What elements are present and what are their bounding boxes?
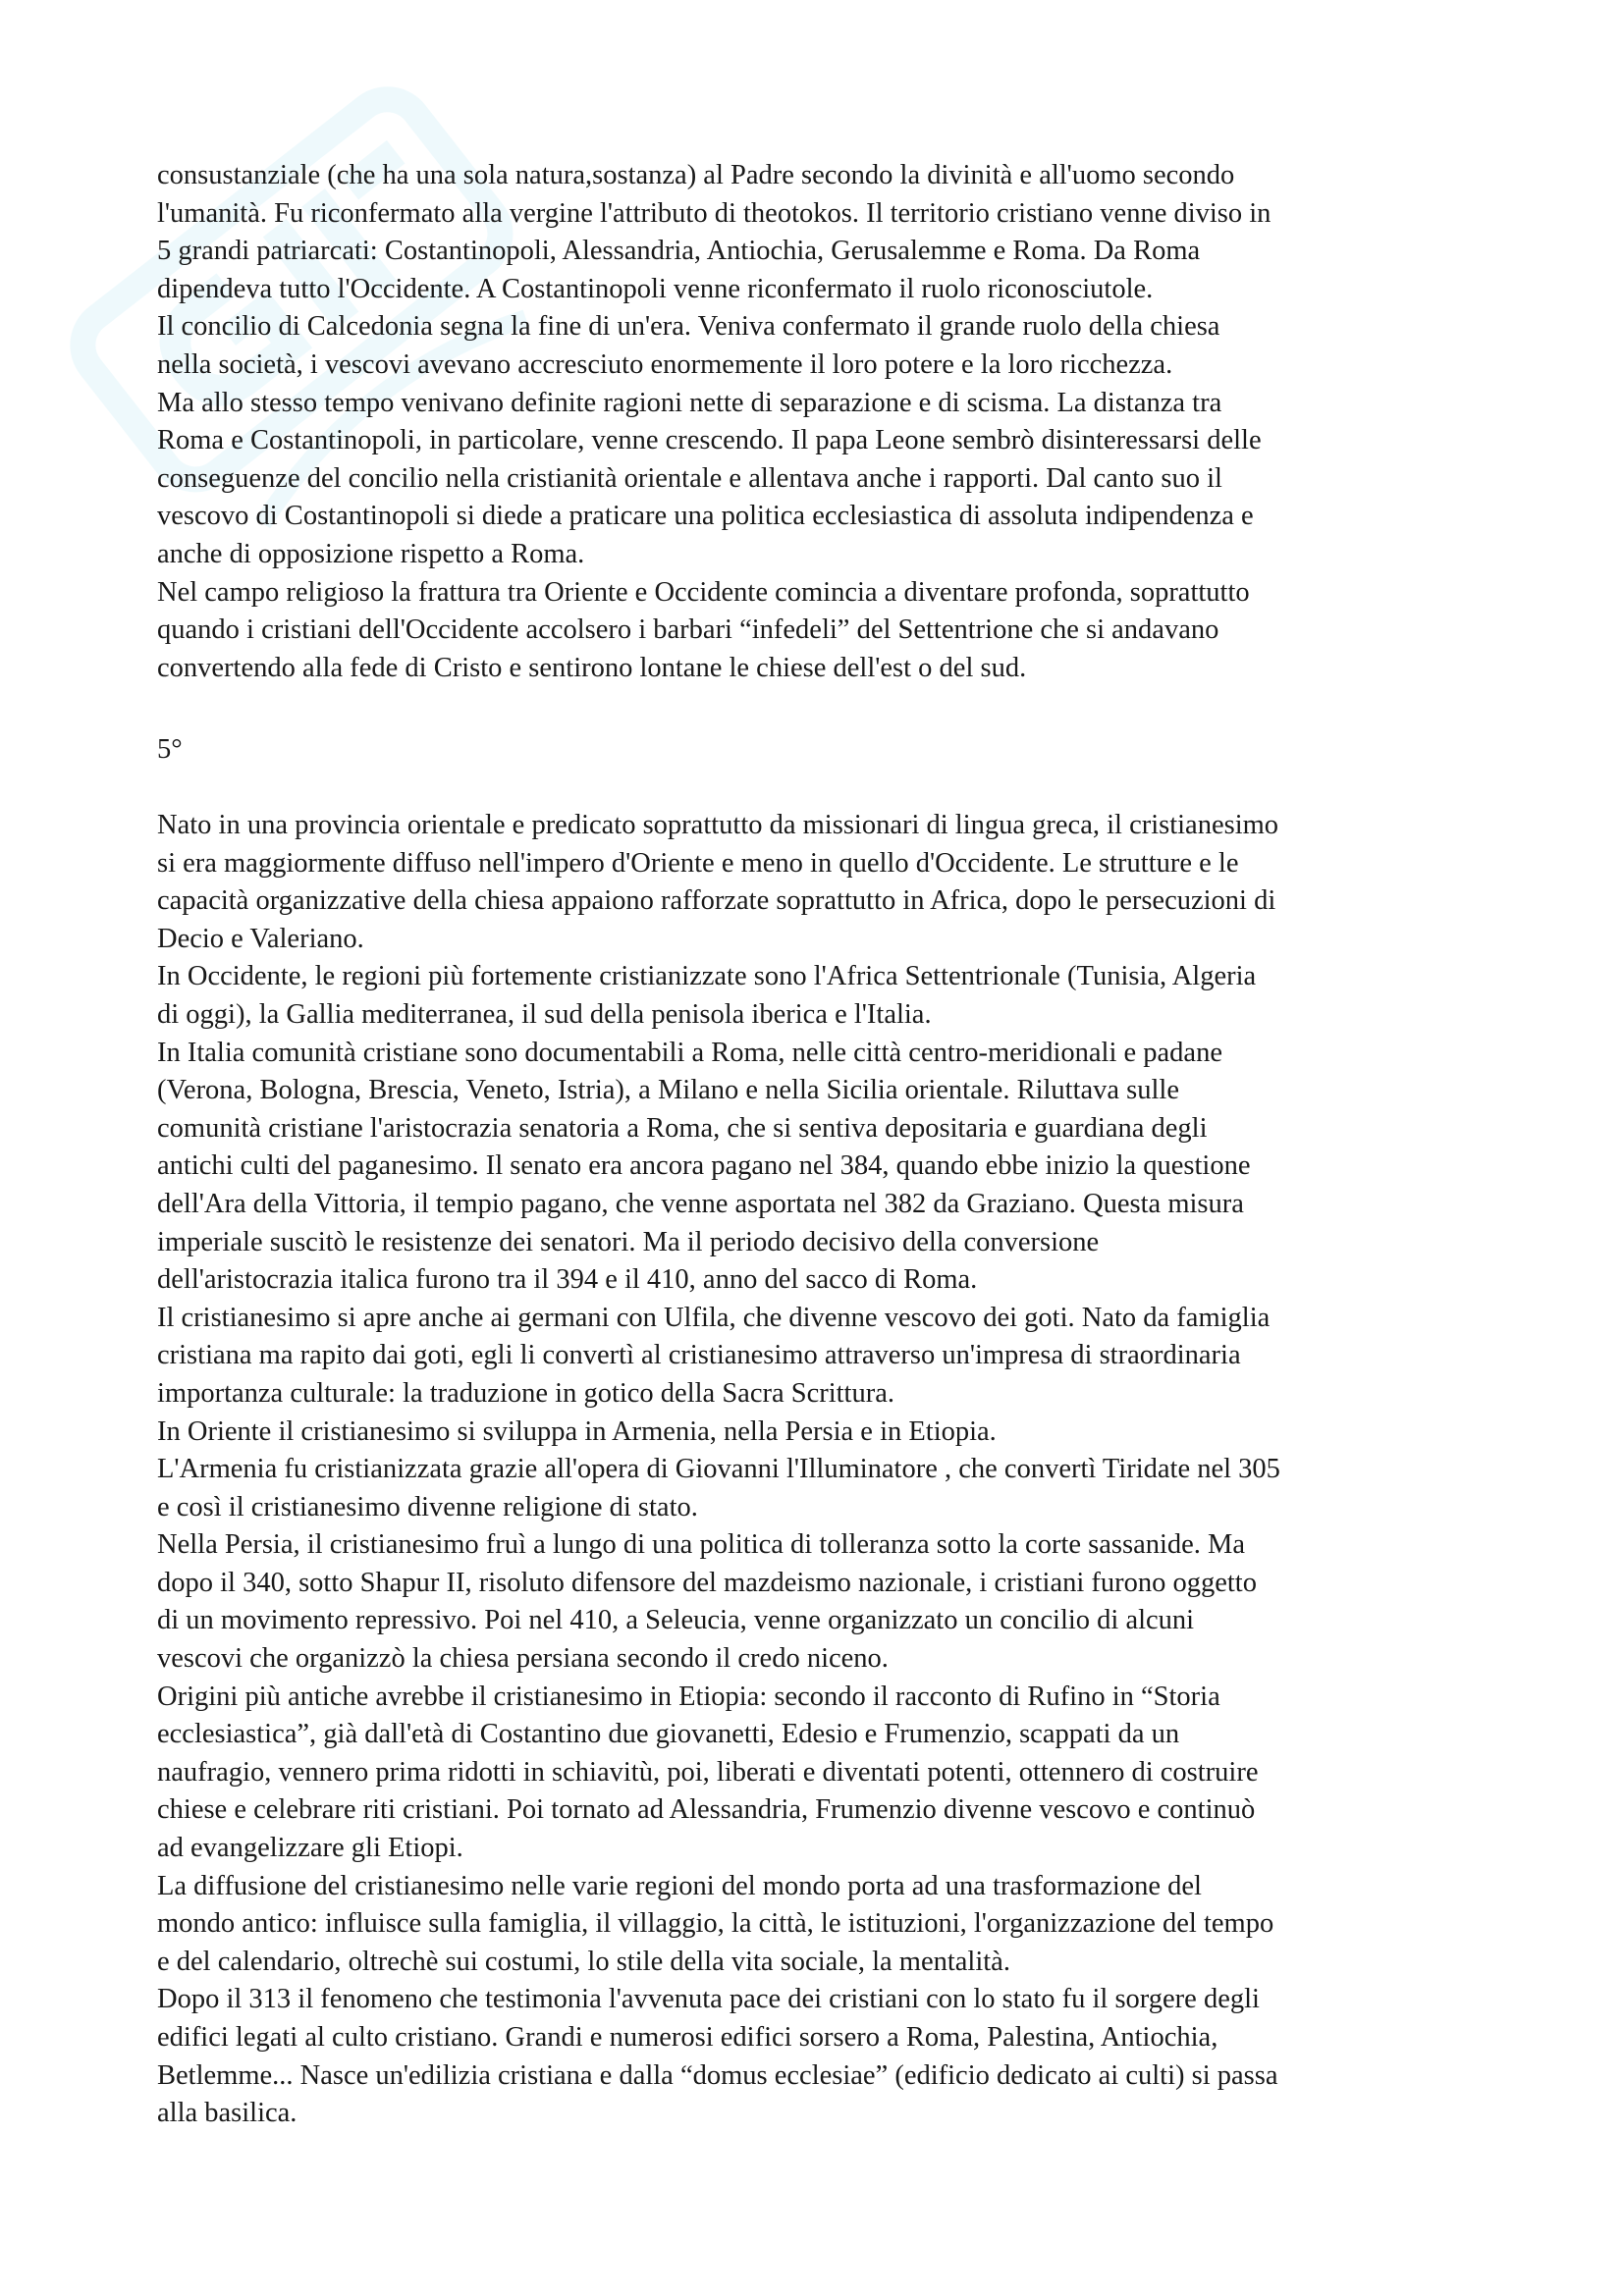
text-line: consustanziale (che ha una sola natura,sostanza) al Padre secondo la divinità e all'uomo secondo	[157, 160, 1235, 190]
text-line: mondo antico: influisce sulla famiglia, il villaggio, la città, le istituzioni, l'organizzazione del tempo	[157, 1908, 1274, 1940]
text-line: edifici legati al culto cristiano. Grandi e numerosi edifici sorsero a Roma, Palestina, Antiochia,	[157, 2022, 1218, 2053]
text-line: La diffusione del cristianesimo nelle varie regioni del mondo porta ad una trasformazione del	[157, 1870, 1202, 1901]
text-line: dipendeva tutto l'Occidente. A Costantinopoli venne riconfermato il ruolo riconosciutole.	[157, 273, 1154, 304]
text-line: vescovo di Costantinopoli si diede a praticare una politica ecclesiastica di assoluta indipendenza e	[157, 501, 1254, 532]
text-line: Ma allo stesso tempo venivano definite ragioni nette di separazione e di scisma. La distanza tra	[157, 387, 1222, 418]
text-line: In Oriente il cristianesimo si sviluppa in Armenia, nella Persia e in Etiopia.	[157, 1415, 997, 1447]
text-line: dell'Ara della Vittoria, il tempio pagano, che venne asportata nel 382 da Graziano. Questa misura	[157, 1188, 1244, 1219]
text-line: conseguenze del concilio nella cristianità orientale e allentava anche i rapporti. Dal canto suo il	[157, 462, 1222, 494]
text-line: L'Armenia fu cristianizzata grazie all'opera di Giovanni l'Illuminatore , che convertì Tiridate nel 305	[157, 1454, 1280, 1485]
text-line: (Verona, Bologna, Brescia, Veneto, Istria), a Milano e nella Sicilia orientale. Riluttava sulle	[157, 1075, 1180, 1106]
text-line: capacità organizzative della chiesa appaiono rafforzate soprattutto in Africa, dopo le persecuzioni di	[157, 885, 1276, 917]
text-line: ad evangelizzare gli Etiopi.	[157, 1833, 463, 1864]
text-line: 5 grandi patriarcati: Costantinopoli, Alessandria, Antiochia, Gerusalemme e Roma. Da Roma	[157, 236, 1201, 267]
text-line: Decio e Valeriano.	[157, 923, 364, 954]
text-line: alla basilica.	[157, 2098, 298, 2129]
text-line: In Occidente, le regioni più fortemente cristianizzate sono l'Africa Settentrionale (Tunisia, Algeria	[157, 961, 1257, 992]
text-line: dopo il 340, sotto Shapur II, risoluto difensore del mazdeismo nazionale, i cristiani furono oggetto	[157, 1567, 1257, 1598]
text-line: Nella Persia, il cristianesimo fruì a lungo di una politica di tolleranza sotto la corte sassanide. Ma	[157, 1529, 1246, 1561]
text-line: Nato in una provincia orientale e predicato soprattutto da missionari di lingua greca, il cristianesimo	[157, 810, 1279, 840]
text-line: ecclesiastica”, già dall'età di Costantino due giovanetti, Edesio e Frumenzio, scappati da un	[157, 1719, 1180, 1750]
text-line: chiese e celebrare riti cristiani. Poi tornato ad Alessandria, Frumenzio divenne vescovo e continuò	[157, 1794, 1256, 1826]
text-block-first	[157, 157, 1502, 687]
text-line: In Italia comunità cristiane sono documentabili a Roma, nelle città centro-meridionali e padane	[157, 1037, 1222, 1068]
text-line: anche di opposizione rispetto a Roma.	[157, 538, 585, 569]
text-line: convertendo alla fede di Cristo e sentirono lontane le chiese dell'est o del sud.	[157, 652, 1027, 683]
text-block-second	[157, 807, 1280, 2133]
text-line: Roma e Costantinopoli, in particolare, venne crescendo. Il papa Leone sembrò disinteressarsi delle	[157, 425, 1262, 456]
text-line: Il concilio di Calcedonia segna la fine di un'era. Veniva confermato il grande ruolo della chiesa	[157, 311, 1220, 343]
text-line: l'umanità. Fu riconfermato alla vergine l'attributo di theotokos. Il territorio cristiano venne diviso in	[157, 197, 1271, 229]
text-line: naufragio, vennero prima ridotti in schiavitù, poi, liberati e diventati potenti, ottennero di costruire	[157, 1756, 1259, 1788]
text-line: dell'aristocrazia italica furono tra il 394 e il 410, anno del sacco di Roma.	[157, 1264, 978, 1296]
text-line: di oggi), la Gallia mediterranea, il sud della penisola iberica e l'Italia.	[157, 998, 932, 1030]
document-page	[157, 157, 1502, 2129]
text-line: si era maggiormente diffuso nell'impero d'Oriente e meno in quello d'Occidente. Le strutture e le	[157, 847, 1239, 879]
text-line: antichi culti del paganesimo. Il senato era ancora pagano nel 384, quando ebbe inizio la questione	[157, 1150, 1251, 1182]
text-line: Dopo il 313 il fenomeno che testimonia l'avvenuta pace dei cristiani con lo stato fu il sorgere degli	[157, 1984, 1260, 2015]
text-line: Betlemme... Nasce un'edilizia cristiana e dalla “domus ecclesiae” (edificio dedicato ai culti) si passa	[157, 2059, 1278, 2091]
section-number: 5°	[157, 734, 183, 765]
text-line: e così il cristianesimo divenne religione di stato.	[157, 1491, 698, 1522]
text-line: imperiale suscitò le resistenze dei senatori. Ma il periodo decisivo della conversione	[157, 1226, 1100, 1257]
text-line: Origini più antiche avrebbe il cristianesimo in Etiopia: secondo il racconto di Rufino in “Storia	[157, 1681, 1220, 1712]
text-line: di un movimento repressivo. Poi nel 410, a Seleucia, venne organizzato un concilio di alcuni	[157, 1605, 1195, 1636]
text-line: e del calendario, oltrechè sui costumi, lo stile della vita sociale, la mentalità.	[157, 1946, 1010, 1977]
text-line: cristiana ma rapito dai goti, egli li convertì al cristianesimo attraverso un'impresa di straordinaria	[157, 1340, 1241, 1371]
text-line: Nel campo religioso la frattura tra Oriente e Occidente comincia a diventare profonda, soprattutto	[157, 576, 1250, 608]
text-line: quando i cristiani dell'Occidente accolsero i barbari “infedeli” del Settentrione che si andavano	[157, 614, 1219, 646]
text-line: Il cristianesimo si apre anche ai germani con Ulfila, che divenne vescovo dei goti. Nato da famiglia	[157, 1302, 1271, 1333]
text-line: nella società, i vescovi avevano accresciuto enormemente il loro potere e la loro ricchezza.	[157, 348, 1173, 380]
text-line: vescovi che organizzò la chiesa persiana secondo il credo niceno.	[157, 1643, 889, 1675]
text-line: comunità cristiane l'aristocrazia senatoria a Roma, che si sentiva depositaria e guardiana degli	[157, 1112, 1208, 1144]
text-line: importanza culturale: la traduzione in gotico della Sacra Scrittura.	[157, 1377, 894, 1409]
